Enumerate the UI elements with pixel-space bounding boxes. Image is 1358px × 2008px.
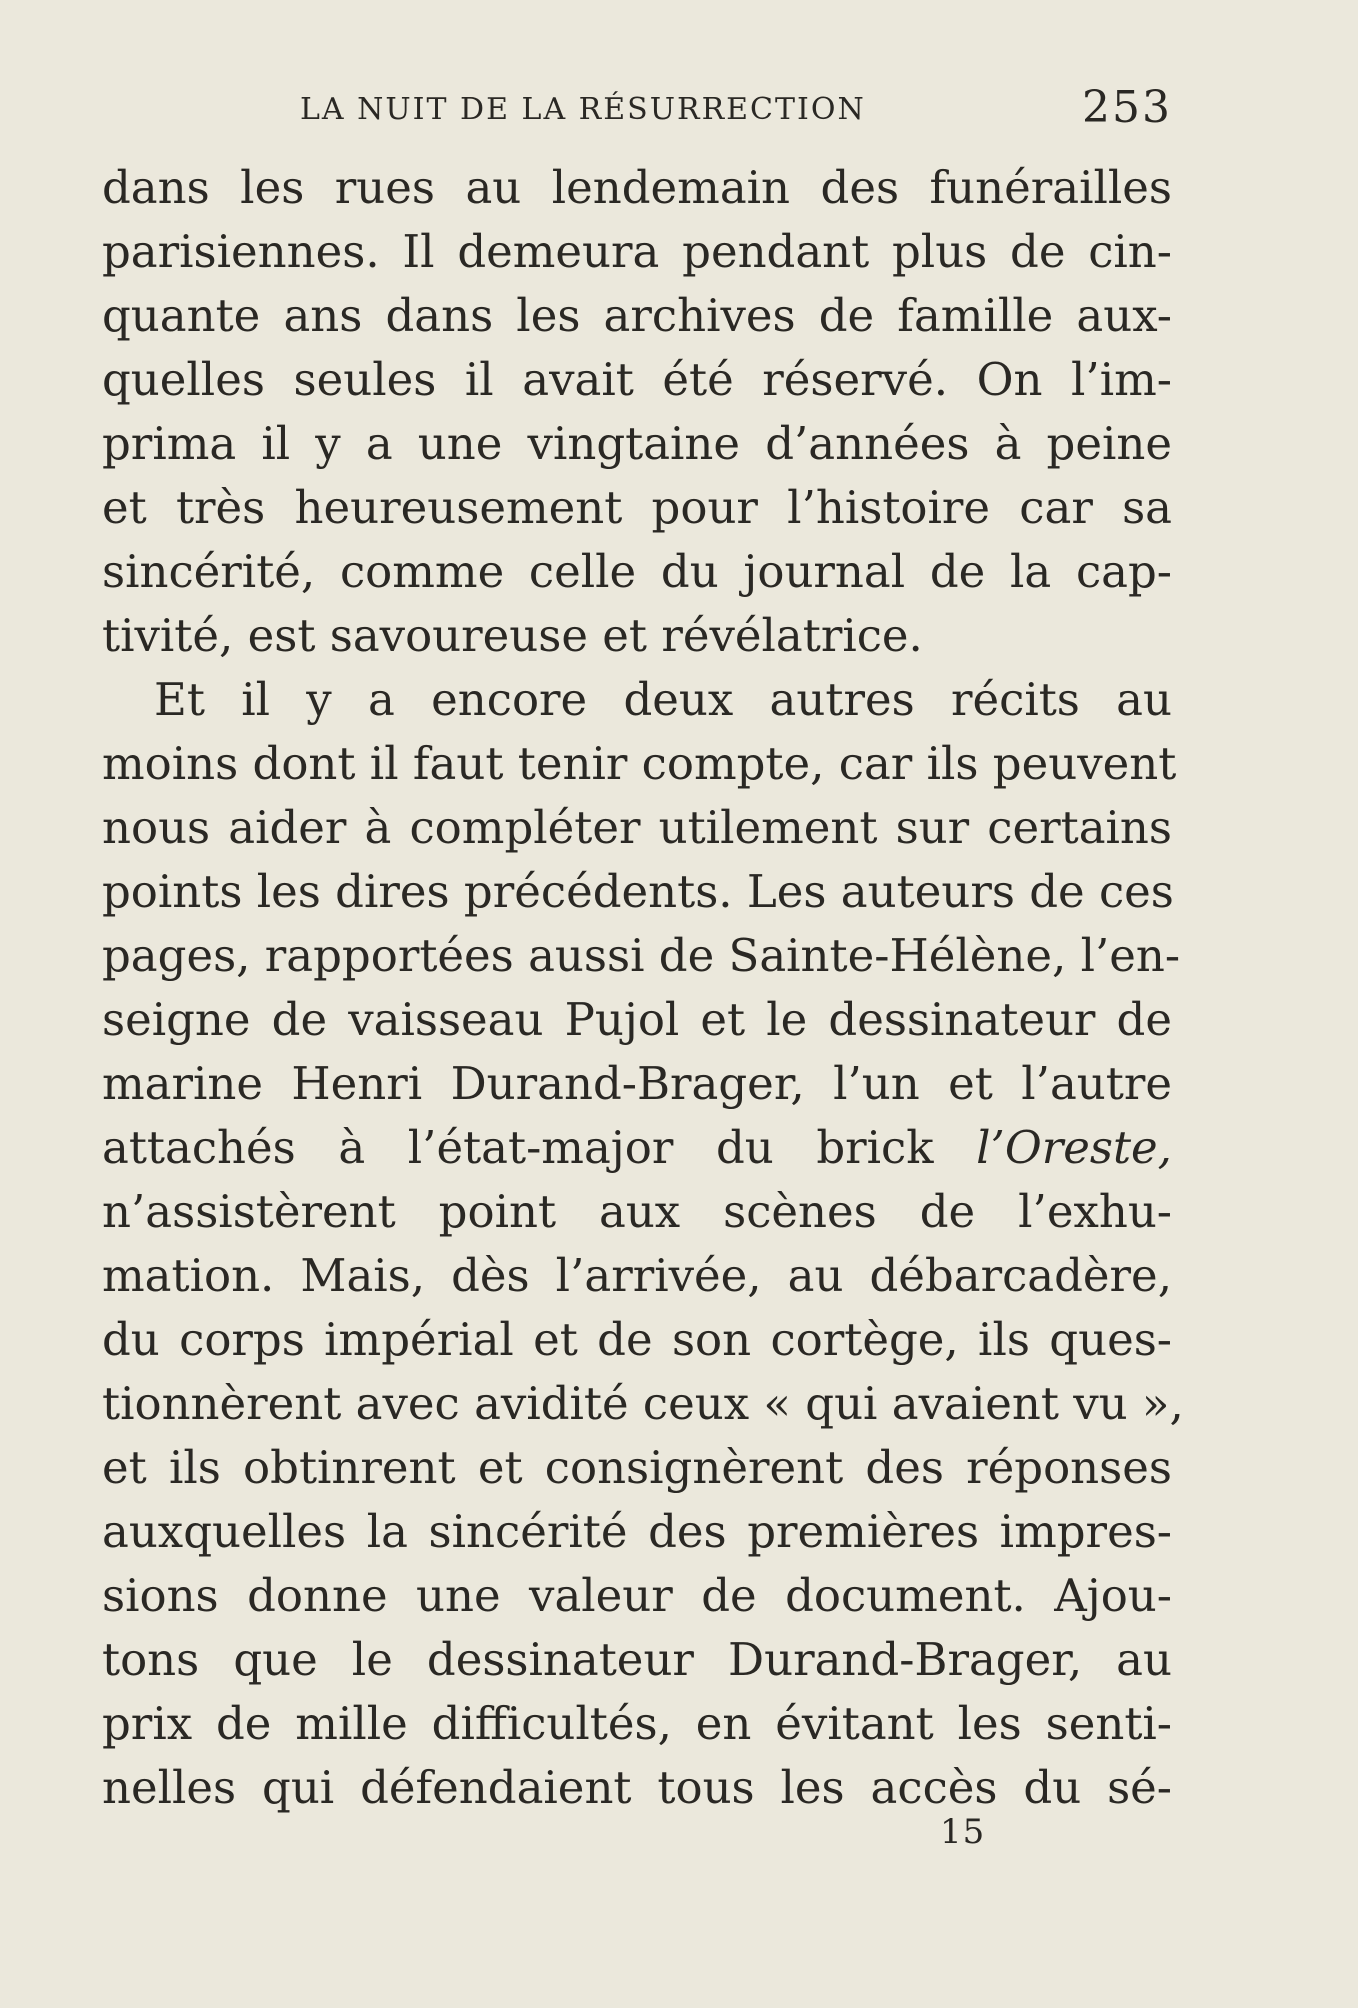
signature-mark: 15	[940, 1812, 986, 1852]
ship-name-italic: l’Oreste,	[976, 1121, 1172, 1174]
body-text	[102, 156, 1184, 1820]
text-line: points les dires précédents. Les auteurs de ces	[102, 865, 1174, 918]
text-line: quelles seules il avait été réservé. On l’im-	[102, 353, 1172, 406]
text-line: seigne de vaisseau Pujol et le dessinateur de	[102, 993, 1172, 1046]
text-line: nelles qui défendaient tous les accès du sé-	[102, 1761, 1172, 1814]
running-head: LA NUIT DE LA RÉSURRECTION	[300, 92, 866, 127]
text-line: prima il y a une vingtaine d’années à peine	[102, 417, 1172, 470]
text-line: prix de mille difficultés, en évitant les senti-	[102, 1697, 1172, 1750]
text-line: moins dont il faut tenir compte, car ils peuvent	[102, 737, 1177, 790]
text-line: quante ans dans les archives de famille aux-	[102, 289, 1172, 342]
text-line: et ils obtinrent et consignèrent des réponses	[102, 1441, 1172, 1494]
paragraph-start-line: Et il y a encore deux autres récits au	[154, 673, 1172, 726]
text-line: n’assistèrent point aux scènes de l’exhu-	[102, 1185, 1172, 1238]
text-line: et très heureusement pour l’histoire car sa	[102, 481, 1172, 534]
page-number: 253	[1082, 82, 1172, 133]
text-line: pages, rapportées aussi de Sainte-Hélène, l’en-	[102, 929, 1181, 982]
text-line: marine Henri Durand-Brager, l’un et l’autre	[102, 1057, 1172, 1110]
text-line: tionnèrent avec avidité ceux « qui avaient vu »,	[102, 1377, 1184, 1430]
text-line: dans les rues au lendemain des funérailles	[102, 161, 1172, 214]
text-segment: attachés à l’état-major du brick	[102, 1121, 934, 1174]
text-line: parisiennes. Il demeura pendant plus de cin-	[102, 225, 1172, 278]
text-line: mation. Mais, dès l’arrivée, au débarcadère,	[102, 1249, 1172, 1302]
text-line: sions donne une valeur de document. Ajou-	[102, 1569, 1172, 1622]
text-line: auxquelles la sincérité des premières impres-	[102, 1505, 1172, 1558]
text-line: tons que le dessinateur Durand-Brager, au	[102, 1633, 1172, 1686]
text-line: du corps impérial et de son cortège, ils ques-	[102, 1313, 1172, 1366]
page-header	[300, 82, 1172, 133]
text-line: nous aider à compléter utilement sur certains	[102, 801, 1172, 854]
text-line-with-ship-name	[102, 1116, 1172, 1180]
paragraph-end-line: tivité, est savoureuse et révélatrice.	[102, 609, 923, 662]
text-line: sincérité, comme celle du journal de la cap-	[102, 545, 1172, 598]
